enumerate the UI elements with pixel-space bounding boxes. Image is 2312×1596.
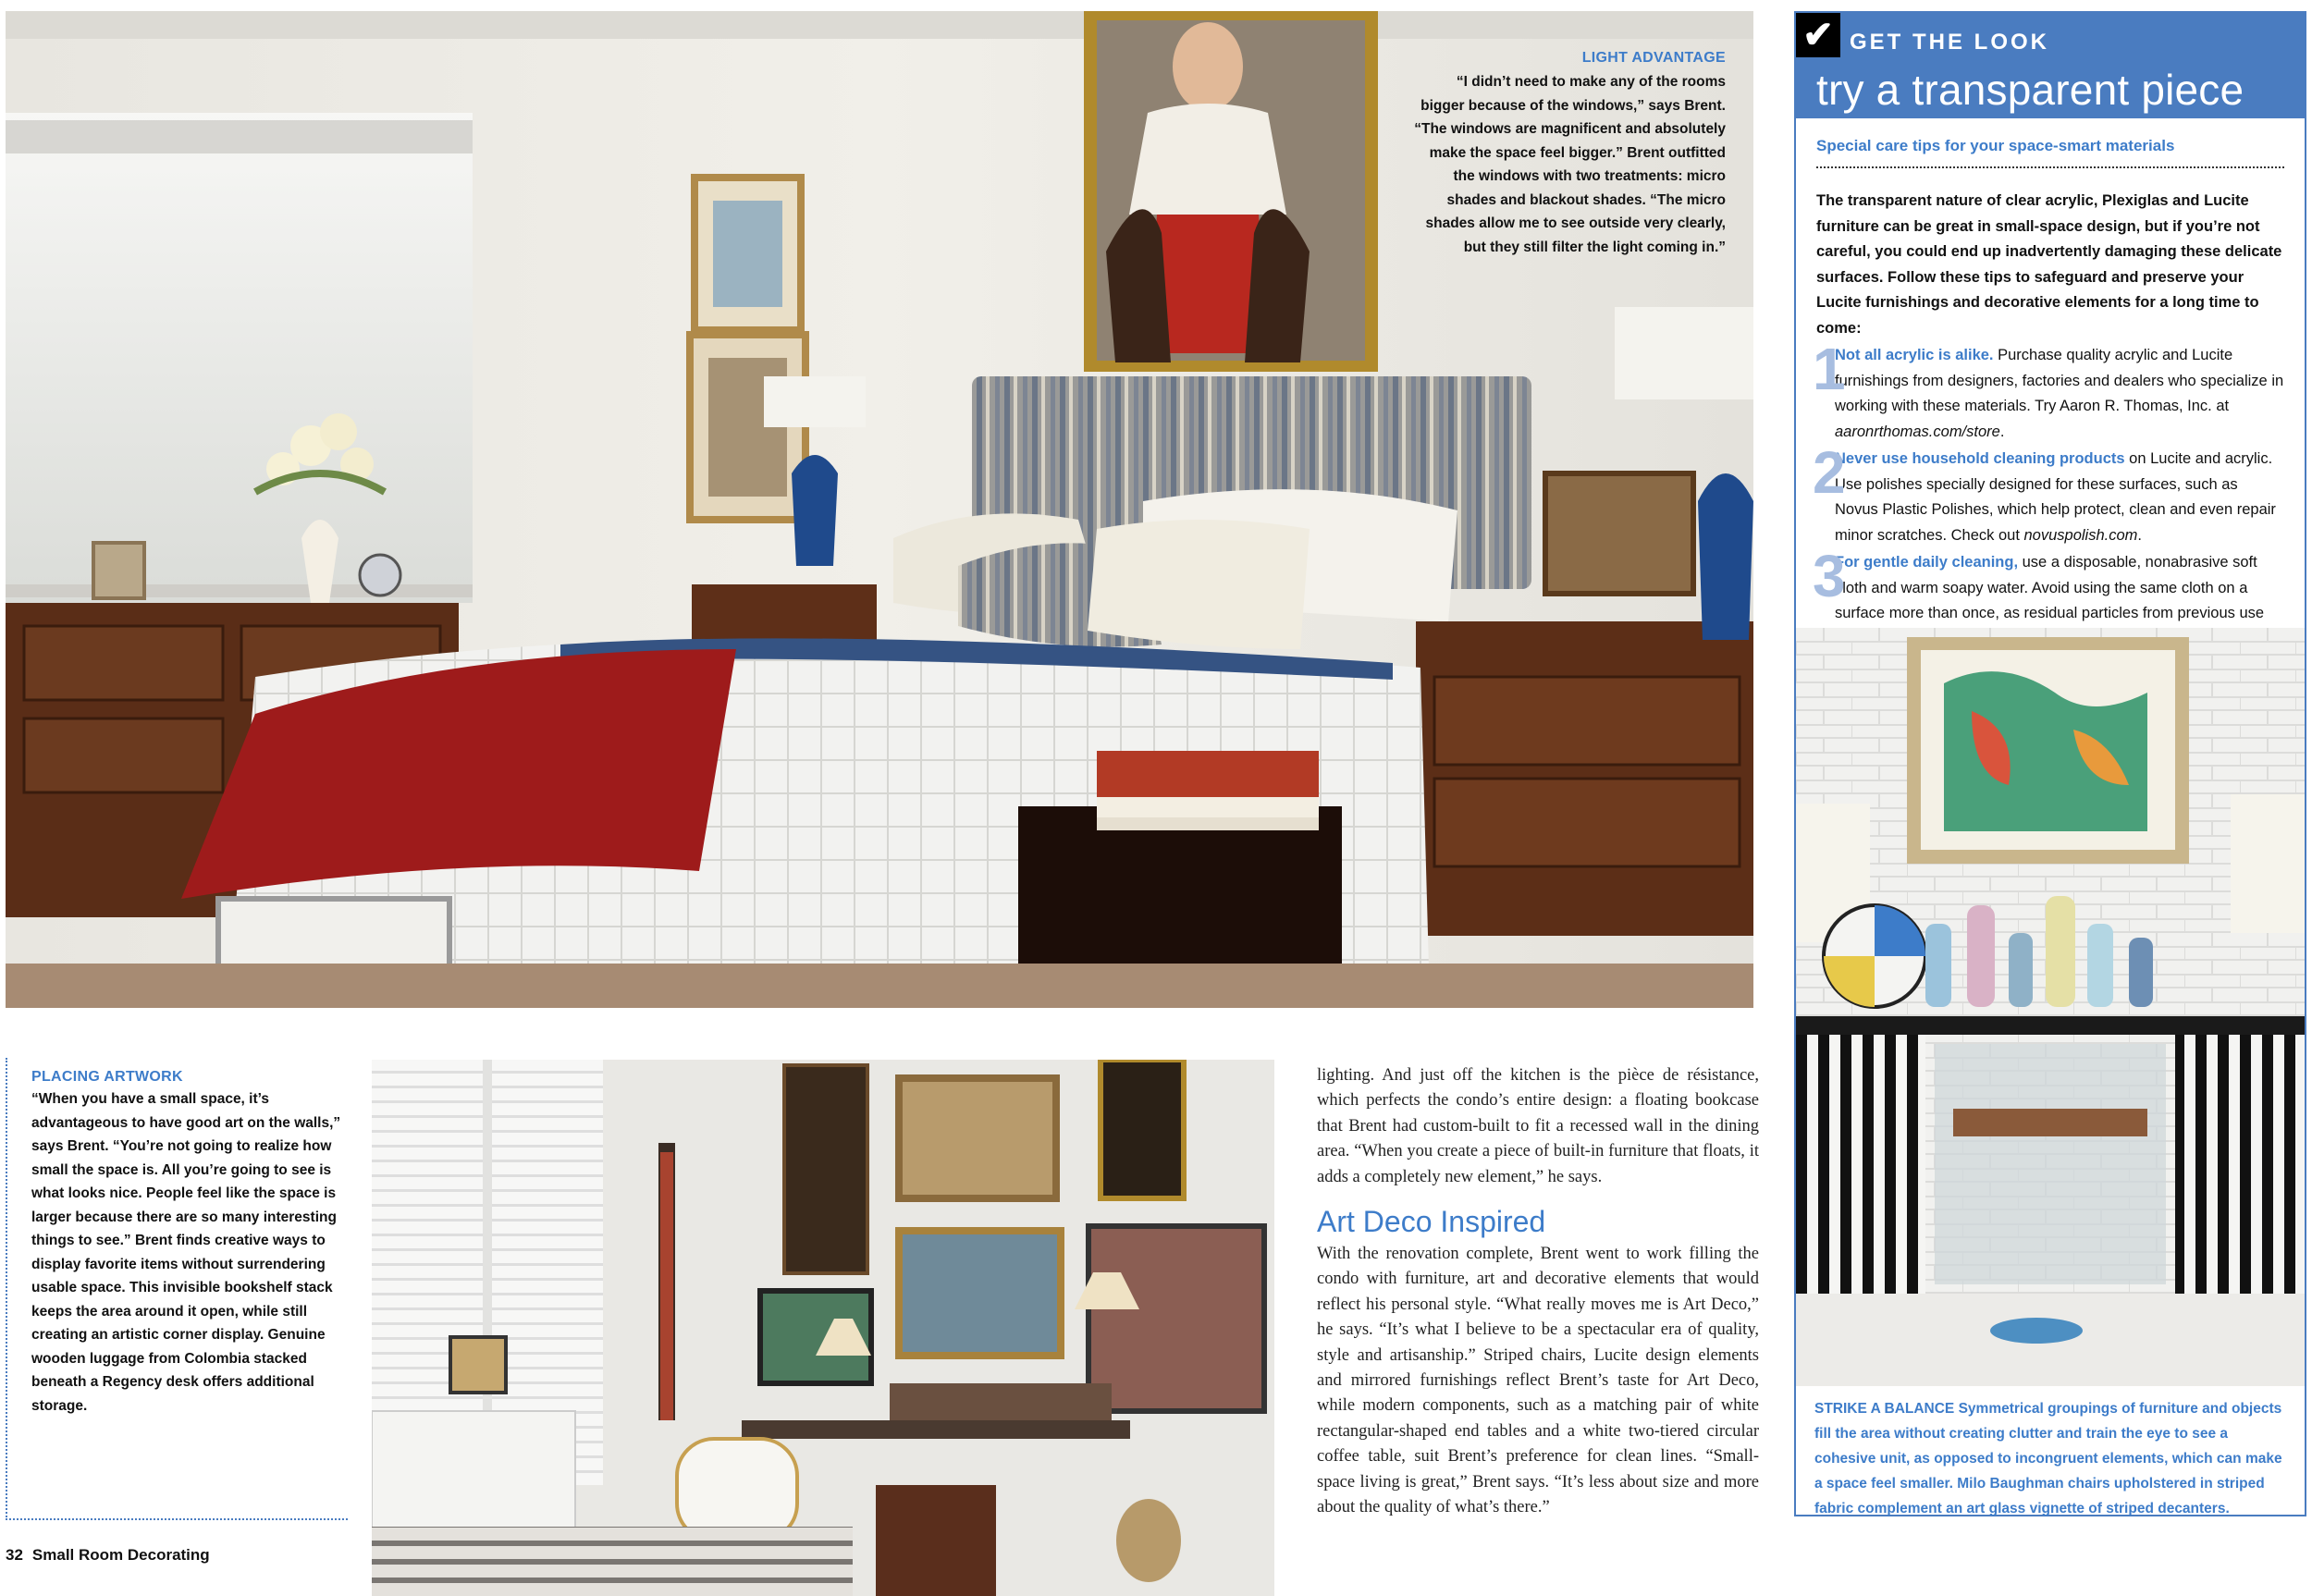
article-column	[1317, 1063, 1759, 1521]
page-number: 32	[6, 1546, 23, 1564]
tip-end: .	[1999, 423, 2005, 440]
art-wall-photo	[372, 1060, 1274, 1596]
placing-artwork-head: PLACING ARTWORK	[31, 1069, 183, 1085]
strike-caption-body: Symmetrical groupings of furniture and objects fill the area without creating clutter and train the eye to see a cohesive unit, as opposed to incongruent elements, which can make a space feel smaller. Milo Baughman chairs upholstered in striped fabric complement an art glass vignette of striped decanters.	[1814, 1401, 2282, 1516]
tip-text: on Lucite and acrylic. Use polishes specially designed for these surfaces, such as Novus Plastic Polishes, which help protect, clean and even repair minor scratches. Check out	[1835, 450, 2276, 544]
tip-lead: Not all acrylic is alike.	[1835, 347, 1994, 363]
tip-1	[1813, 336, 2284, 445]
tip-text: use a disposable, nonabrasive soft cloth and warm soapy water. Avoid using the same cloth on a surface more than once, as residual particles from previous use	[1835, 554, 2265, 621]
tip-text: Purchase quality acrylic and Lucite furnishings from designers, factories and dealers who specialize in working with these materials. Try Aaron R. Thomas, Inc. at	[1835, 347, 2284, 414]
placing-artwork-body: “When you have a small space, it’s advantageous to have good art on the walls,” says Brent. “You’re not going to realize how small the space is. All you’re going to see is what looks nice. People feel like the space is larger because there are so many interesting things to see.” Brent finds creative ways to display favorite items without surrendering usable space. This invisible bookshelf stack keeps the area around it open, while still creating an artistic corner display. Genuine wooden luggage from Colombia stacked beneath a Regency desk offers additional storage.	[31, 1091, 341, 1414]
strike-a-balance-caption	[1814, 1396, 2292, 1521]
sidebar-subtitle: Special care tips for your space-smart materials	[1816, 137, 2284, 168]
art-deco-heading: Art Deco Inspired	[1317, 1205, 1546, 1239]
sidebar-title: try a transparent piece	[1816, 66, 2244, 114]
sidebar-intro: The transparent nature of clear acrylic, Plexiglas and Lucite furniture can be great in small-space design, but if you’re not careful, you could end up inadvertently damaging these delicate surfaces. Follow these tips to safeguard and preserve your Lucite furnishings and decorative elements for a long time to come:	[1816, 192, 2282, 337]
sidebar-kicker: GET THE LOOK	[1850, 30, 2049, 55]
article-paragraph-2: With the renovation complete, Brent went to work filling the condo with furniture, art and decorative elements that would reflect his personal style. “What really moves me is Art Deco,” he says. “It’s what I believe to be a spectacular era of quality, style and artisanship.” Striped chairs, Lucite design elements and mirrored furnishings reflect Brent’s taste for Art Deco, while modern components, such as a matching pair of white rectangular-shaped end tables and a white two-tiered circular coffee table, suit Brent’s preference for clean lines. “Small-space living is great,” Brent says. “It’s less about size and more about the quality of what’s there.”	[1317, 1245, 1759, 1517]
light-advantage-head: LIGHT ADVANTAGE	[1581, 50, 1726, 66]
tip-number: 2	[1813, 439, 1846, 506]
light-advantage-caption	[1411, 50, 1726, 259]
tip-lead: Never use household cleaning products	[1835, 450, 2125, 467]
publication-name: Small Room Decorating	[31, 1546, 210, 1564]
lucite-vignette-photo	[1796, 628, 2305, 1386]
tip-link[interactable]: novuspolish.com	[2023, 526, 2138, 544]
placing-artwork-caption	[31, 1069, 346, 1418]
tip-number: 3	[1813, 543, 1846, 609]
tip-2	[1813, 439, 2284, 548]
sidebar-header	[1796, 13, 2305, 118]
get-the-look-sidebar	[1794, 11, 2306, 1516]
tip-number: 1	[1813, 336, 1846, 402]
tip-link[interactable]: aaronrthomas.com/store	[1835, 423, 2000, 440]
light-advantage-body: “I didn’t need to make any of the rooms bigger because of the windows,” says Brent. “The windows are magnificent and absolutely make the space feel bigger.” Brent outfitted the windows with two treatments: micro shades and blackout shades. “The micro shades allow me to see outside very clearly, but they still filter the light coming in.”	[1414, 74, 1726, 255]
bedroom-photo	[6, 11, 1753, 1008]
article-paragraph-1: lighting. And just off the kitchen is the pièce de résistance, which perfects the condo’s entire design: a floating bookcase that Brent had custom-built to fit a recessed wall in the dining area. “When you create a piece of built-in furniture that floats, it adds a completely new element,” he says.	[1317, 1066, 1759, 1186]
folio	[6, 1546, 210, 1565]
strike-caption-head: STRIKE A BALANCE	[1814, 1401, 1955, 1417]
checkmark-icon: ✔	[1796, 13, 1840, 57]
tip-end: .	[2137, 526, 2142, 544]
tip-lead: For gentle daily cleaning,	[1835, 554, 2019, 571]
